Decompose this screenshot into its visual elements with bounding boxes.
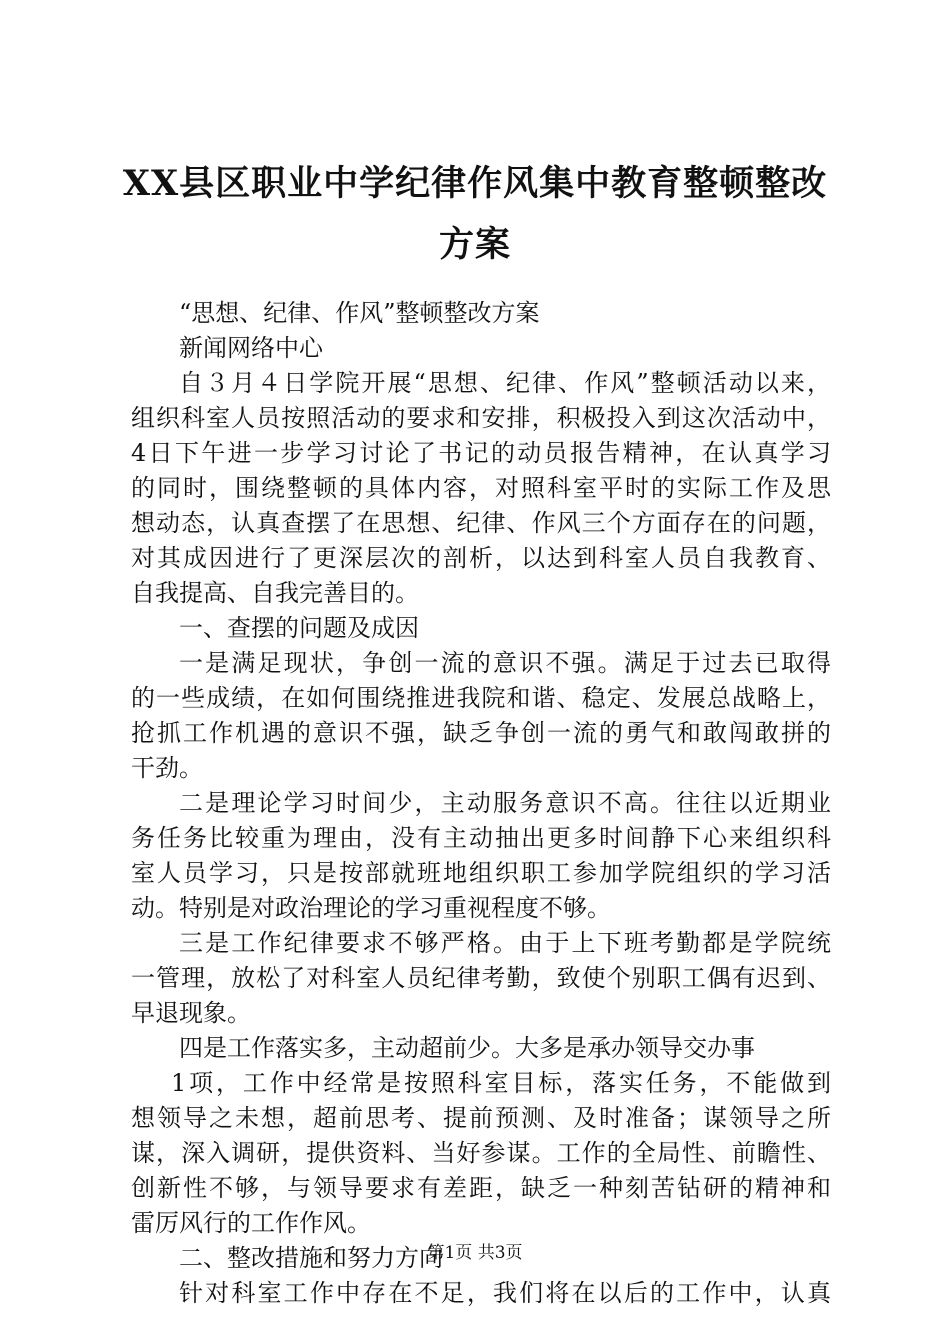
paragraph-line: 谋，深入调研，提供资料、当好参谋。工作的全局性、前瞻性、 [131, 1139, 831, 1167]
document-title-line-2: 方案 [438, 224, 511, 265]
paragraph-line: 抢抓工作机遇的意识不强，缺乏争创一流的勇气和敢闯敢拼的 [131, 719, 831, 747]
document-body [131, 296, 831, 1311]
paragraph-line: 三是工作纪律要求不够严格。由于上下班考勤都是学院统 [179, 929, 831, 957]
paragraph-line: 干劲。 [131, 754, 203, 782]
paragraph-line: 一是满足现状，争创一流的意识不强。满足于过去已取得 [179, 649, 831, 677]
department-line: 新闻网络中心 [179, 334, 323, 362]
paragraph-line: 务任务比较重为理由，没有主动抽出更多时间静下心来组织科 [131, 824, 831, 852]
section-heading: 一、查摆的问题及成因 [179, 614, 419, 642]
paragraph-line: 创新性不够，与领导要求有差距，缺乏一种刻苦钻研的精神和 [131, 1174, 831, 1202]
paragraph-line: 一管理，放松了对科室人员纪律考勤，致使个别职工偶有迟到、 [131, 964, 831, 992]
paragraph-line: 雷厉风行的工作作风。 [131, 1209, 371, 1237]
paragraph-line: 早退现象。 [131, 999, 251, 1027]
paragraph-line: 针对科室工作中存在不足，我们将在以后的工作中，认真 [179, 1279, 831, 1307]
subtitle-line: “思想、纪律、作风”整顿整改方案 [179, 299, 540, 327]
paragraph-line: 的同时，围绕整顿的具体内容，对照科室平时的实际工作及思 [131, 474, 831, 502]
paragraph-line: 自我提高、自我完善目的。 [131, 579, 419, 607]
document-title-line-1: XX县区职业中学纪律作风集中教育整顿整改 [122, 163, 828, 204]
paragraph-line: 自３月４日学院开展“思想、纪律、作风”整顿活动以来， [179, 369, 831, 397]
paragraph-line: 四是工作落实多，主动超前少。大多是承办领导交办事 [179, 1034, 755, 1062]
paragraph-line: 1项，工作中经常是按照科室目标，落实任务，不能做到 [171, 1069, 831, 1097]
paragraph-line: 想领导之未想，超前思考、提前预测、及时准备；谋领导之所 [131, 1104, 831, 1132]
paragraph-line: 室人员学习，只是按部就班地组织职工参加学院组织的学习活 [131, 859, 831, 887]
page-footer: 第1页 共3页 [427, 1243, 523, 1263]
paragraph-line: 二是理论学习时间少，主动服务意识不高。往往以近期业 [179, 789, 831, 817]
paragraph-line: 想动态，认真查摆了在思想、纪律、作风三个方面存在的问题， [131, 509, 831, 537]
paragraph-line: 对其成因进行了更深层次的剖析，以达到科室人员自我教育、 [131, 544, 831, 572]
paragraph-line: 组织科室人员按照活动的要求和安排，积极投入到这次活动中， [131, 404, 831, 432]
section-heading: 二、整改措施和努力方向 [179, 1244, 443, 1272]
paragraph-line: 动。特别是对政治理论的学习重视程度不够。 [131, 894, 611, 922]
paragraph-line: 的一些成绩，在如何围绕推进我院和谐、稳定、发展总战略上， [131, 684, 831, 712]
paragraph-line: 4日下午进一步学习讨论了书记的动员报告精神，在认真学习 [131, 439, 831, 467]
